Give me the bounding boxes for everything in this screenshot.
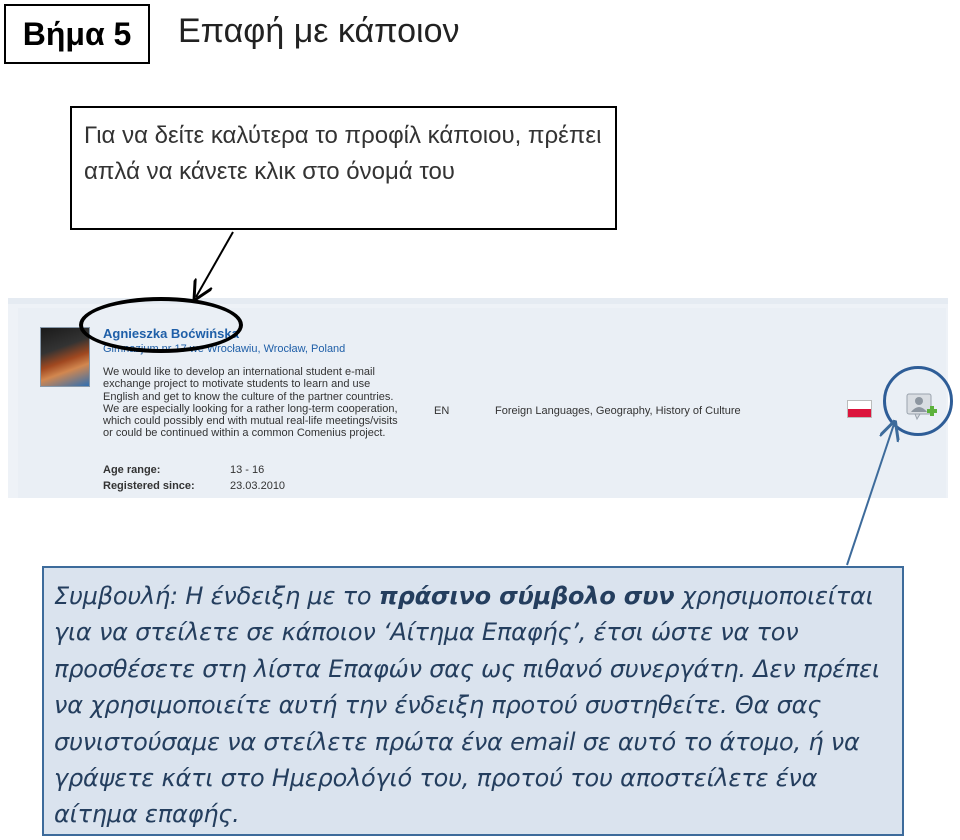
- profile-description: We would like to develop an international student e-mail exchange project to motivate students to learn and use English and get to know the culture of the partner countries. We are especially looking for a rather long-term cooperation, which could possibly end with mutual real-life meetings/visits or could be continued within a common Comenius project.: [103, 366, 398, 440]
- instruction-callout: Για να δείτε καλύτερα το προφίλ κάποιου, πρέπει απλά να κάνετε κλικ στο όνομά του: [70, 106, 617, 230]
- age-range-label: Age range:: [103, 464, 161, 476]
- tip-box: [42, 566, 904, 836]
- profile-name-link[interactable]: Agnieszka Boćwińska: [103, 326, 239, 341]
- profile-language: EN: [434, 405, 450, 417]
- step-label: Βήμα 5: [4, 4, 150, 64]
- age-range-value: 13 - 16: [230, 464, 265, 476]
- registered-label: Registered since:: [103, 480, 195, 492]
- tip-arrow: [847, 424, 894, 565]
- tip-bold: πράσινο σύμβολο συν: [378, 582, 675, 610]
- tip-prefix: Συμβουλή: Η ένδειξη με το: [54, 582, 379, 610]
- profile-subjects: Foreign Languages, Geography, History of Culture: [495, 405, 741, 417]
- callout-arrow: [196, 232, 233, 297]
- tip-text: χρησιμοποιείται για να στείλετε σε κάποιον ‘Αίτημα Επαφής’, έτσι ώστε να τον προσθέσετε στη λίστα Επαφών σας ως πιθανό συνεργάτη. Δεν πρέπει να χρησιμοποιείτε αυτή την ένδειξη προτού συστηθείτε. Θα σας συνιστούσαμε να στείλετε πρώτα ένα email σε αυτό το άτομο, ή να γράψετε κάτι στο Ημερολόγιό του, προτού του αποστείλετε ένα αίτημα επαφής.: [54, 582, 880, 829]
- slide-title: Επαφή με κάποιον: [178, 12, 460, 50]
- registered-value: 23.03.2010: [230, 480, 286, 492]
- profile-school-link[interactable]: Gimnazjum nr 17 we Wrocławiu, Wrocław, Poland: [103, 343, 346, 355]
